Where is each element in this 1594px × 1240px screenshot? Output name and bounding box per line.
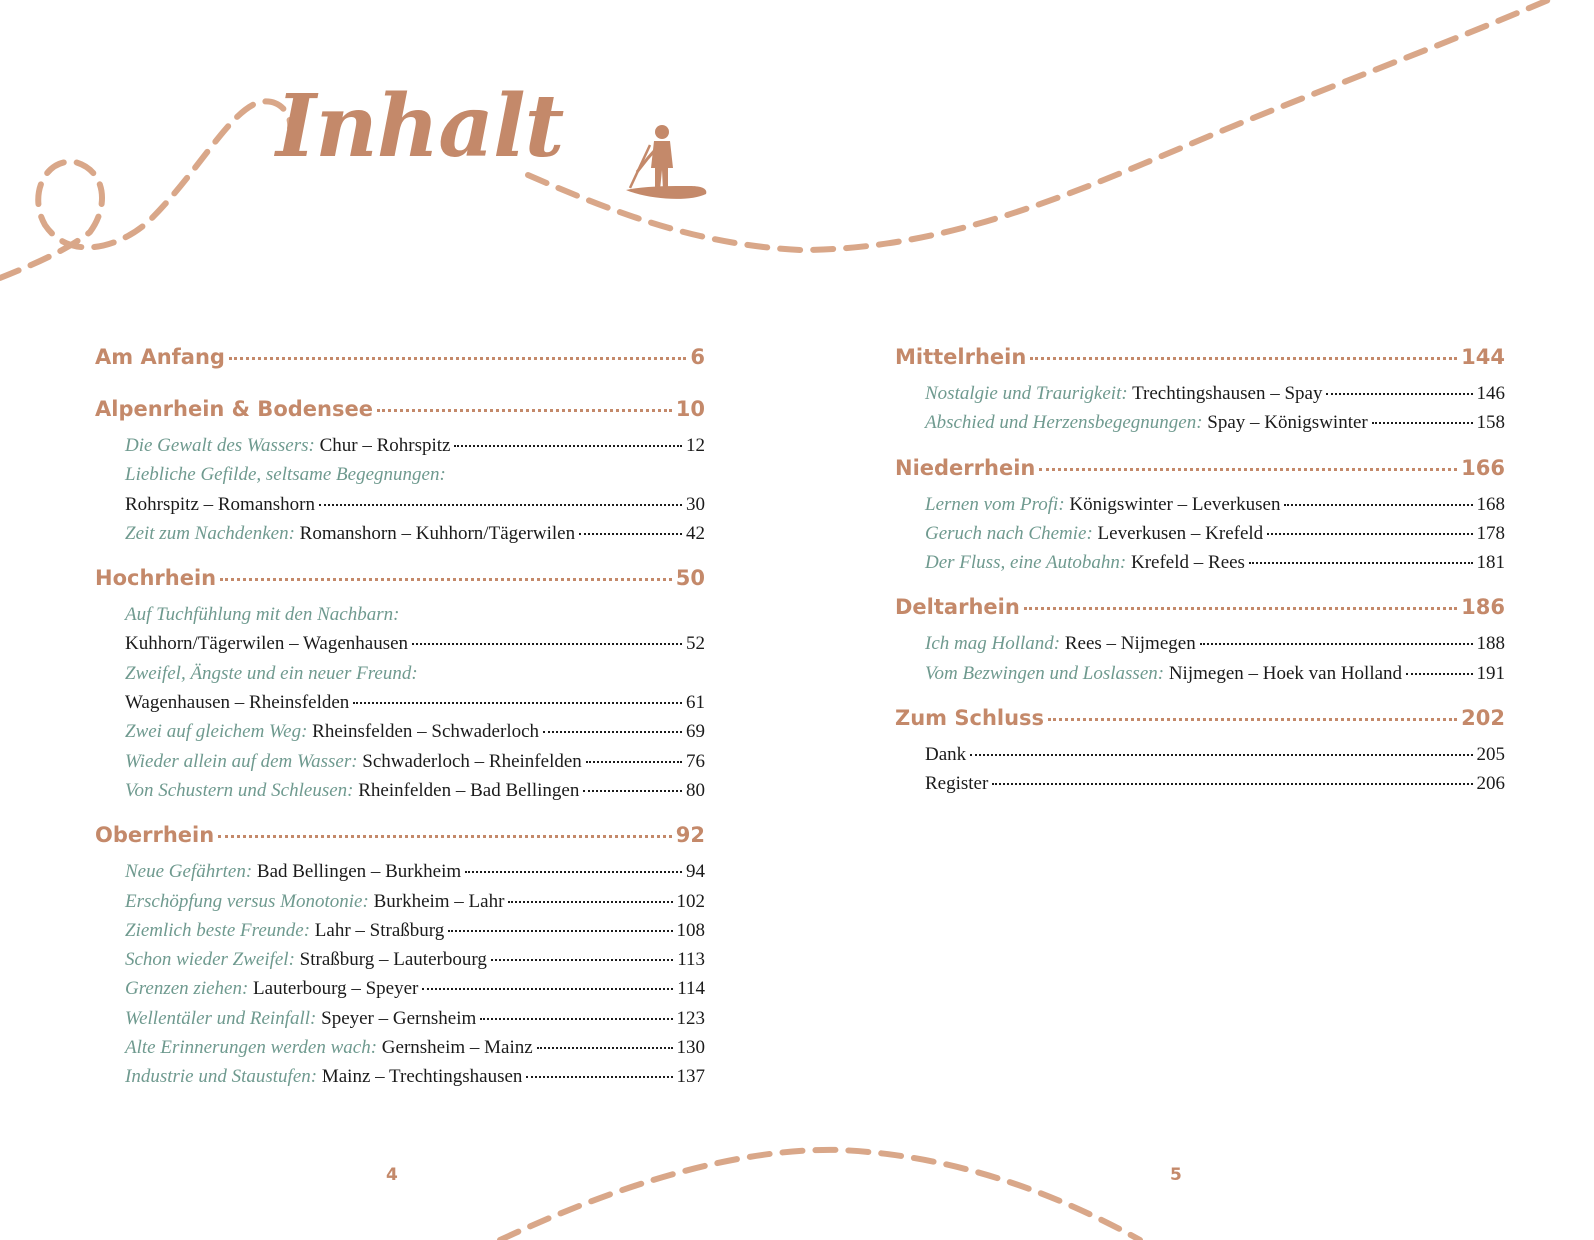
toc-entry	[95, 861, 705, 890]
dot-leader	[1200, 643, 1473, 645]
entry-chapter-title: Ich mag Holland:	[925, 633, 1061, 655]
entry-route: Rheinsfelden – Schwaderloch	[307, 721, 540, 743]
section-heading	[895, 456, 1505, 494]
entry-chapter-title: Wellentäler und Reinfall:	[125, 1007, 317, 1029]
entry-route: Burkheim – Lahr	[368, 890, 505, 912]
toc-entry	[95, 663, 705, 692]
dot-leader	[526, 1076, 672, 1078]
toc-entry	[895, 633, 1505, 662]
entry-page-number: 181	[1476, 552, 1505, 574]
toc-entry	[895, 744, 1505, 773]
entry-page-number: 130	[676, 1037, 705, 1059]
section-page-number: 144	[1461, 345, 1505, 369]
toc-entry	[95, 523, 705, 552]
toc-entry	[895, 412, 1505, 441]
entry-page-number: 158	[1476, 412, 1505, 434]
entry-page-number: 178	[1476, 522, 1505, 544]
dot-leader	[508, 901, 672, 903]
toc-right-column	[895, 345, 1505, 817]
dot-leader	[1039, 468, 1457, 471]
toc-entry	[895, 773, 1505, 802]
entry-route: Register	[925, 773, 989, 795]
entry-chapter-title: Liebliche Gefilde, seltsame Begegnungen:	[125, 464, 446, 486]
dot-leader	[586, 761, 682, 763]
toc-section	[95, 345, 705, 383]
toc-left-column	[95, 345, 705, 1110]
entry-page-number: 61	[686, 692, 705, 714]
entry-route: Spay – Königswinter	[1202, 412, 1368, 434]
entry-route: Rohrspitz – Romanshorn	[125, 493, 315, 515]
entry-page-number: 42	[686, 522, 705, 544]
entry-page-number: 137	[676, 1066, 705, 1088]
entry-route: Mainz – Trechtingshausen	[317, 1066, 523, 1088]
entry-route: Chur – Rohrspitz	[314, 435, 451, 456]
entry-chapter-title: Grenzen ziehen:	[125, 978, 249, 1000]
toc-entry	[95, 633, 705, 662]
toc-section	[895, 706, 1505, 803]
dot-leader	[1372, 422, 1473, 424]
dot-leader	[491, 959, 673, 961]
toc-entry	[95, 920, 705, 949]
section-page-number: 10	[675, 397, 705, 421]
dot-leader	[229, 357, 686, 360]
section-heading	[95, 823, 705, 861]
toc-entry	[95, 891, 705, 920]
entry-route: Nijmegen – Hoek van Holland	[1164, 662, 1403, 684]
dot-leader	[353, 702, 682, 704]
entry-chapter-title: Der Fluss, eine Autobahn:	[925, 552, 1127, 574]
entry-route: Lauterbourg – Speyer	[248, 978, 419, 1000]
entry-page-number: 114	[677, 978, 705, 1000]
dot-leader	[583, 790, 682, 792]
page-number-right: 5	[1170, 1165, 1182, 1185]
entry-page-number: 108	[676, 919, 705, 941]
page-number-left: 4	[386, 1165, 398, 1185]
entry-route: Königswinter – Leverkusen	[1064, 493, 1281, 515]
toc-entry	[95, 780, 705, 809]
entry-page-number: 123	[676, 1007, 705, 1029]
entry-route: Straßburg – Lauterbourg	[294, 949, 487, 971]
entry-page-number: 168	[1476, 493, 1505, 515]
dot-leader	[480, 1018, 672, 1020]
dot-leader	[1030, 357, 1457, 360]
section-title: Am Anfang	[95, 345, 225, 369]
dot-leader	[579, 533, 682, 535]
dot-leader	[319, 504, 682, 506]
toc-entry	[95, 692, 705, 721]
entry-chapter-title: Vom Bezwingen und Loslassen:	[925, 662, 1165, 684]
entry-page-number: 80	[686, 779, 705, 801]
entry-page-number: 94	[686, 861, 705, 883]
entry-page-number: 188	[1476, 633, 1505, 655]
toc-entry	[95, 435, 705, 464]
entry-route: Rees – Nijmegen	[1060, 633, 1196, 655]
entry-page-number: 205	[1476, 744, 1505, 766]
dot-leader	[220, 578, 672, 581]
section-title: Zum Schluss	[895, 706, 1045, 731]
entry-chapter-title: Ziemlich beste Freunde:	[125, 919, 311, 941]
section-page-number: 92	[675, 823, 705, 848]
dot-leader	[465, 871, 682, 873]
section-title: Alpenrhein & Bodensee	[95, 397, 373, 421]
entry-route: Trechtingshausen – Spay	[1127, 383, 1323, 404]
entry-route: Wagenhausen – Rheinsfelden	[125, 692, 350, 714]
entry-page-number: 113	[677, 949, 705, 971]
section-title: Hochrhein	[95, 566, 217, 591]
entry-chapter-title: Die Gewalt des Wassers:	[125, 435, 315, 456]
toc-entry	[895, 494, 1505, 523]
entry-page-number: 12	[686, 435, 705, 456]
dot-leader	[1267, 533, 1472, 535]
section-heading	[95, 345, 705, 383]
entry-chapter-title: Alte Erinnerungen werden wach:	[125, 1037, 378, 1059]
section-title: Mittelrhein	[895, 345, 1027, 369]
toc-section	[895, 456, 1505, 582]
section-heading	[895, 345, 1505, 383]
section-title: Deltarhein	[895, 595, 1020, 620]
dot-leader	[543, 731, 682, 733]
section-heading	[895, 706, 1505, 744]
entry-chapter-title: Zweifel, Ängste und ein neuer Freund:	[125, 662, 418, 684]
page-title: Inhalt	[276, 76, 564, 177]
dot-leader	[218, 835, 672, 838]
toc-entry	[895, 523, 1505, 552]
section-heading	[895, 595, 1505, 633]
toc-section	[95, 566, 705, 809]
entry-chapter-title: Von Schustern und Schleusen:	[125, 779, 354, 801]
entry-route: Leverkusen – Krefeld	[1092, 522, 1264, 544]
dot-leader	[454, 445, 682, 447]
entry-page-number: 206	[1476, 773, 1505, 795]
toc-entry	[95, 1066, 705, 1095]
dot-leader	[422, 988, 673, 990]
dot-leader	[377, 409, 672, 412]
toc-entry	[95, 494, 705, 523]
section-page-number: 166	[1461, 455, 1505, 480]
entry-chapter-title: Auf Tuchfühlung mit den Nachbarn:	[125, 604, 400, 626]
dot-leader	[970, 754, 1472, 756]
entry-page-number: 69	[686, 721, 705, 743]
entry-route: Speyer – Gernsheim	[316, 1007, 477, 1029]
entry-chapter-title: Wieder allein auf dem Wasser:	[125, 750, 358, 772]
toc-entry	[95, 604, 705, 633]
entry-chapter-title: Zwei auf gleichem Weg:	[125, 721, 308, 743]
entry-route: Rheinfelden – Bad Bellingen	[353, 779, 580, 801]
entry-chapter-title: Abschied und Herzensbegegnungen:	[925, 412, 1203, 434]
toc-entry	[95, 751, 705, 780]
section-page-number: 50	[675, 566, 705, 591]
toc-section	[95, 823, 705, 1095]
toc-section	[895, 595, 1505, 692]
entry-chapter-title: Schon wieder Zweifel:	[125, 949, 295, 971]
toc-entry	[95, 978, 705, 1007]
entry-page-number: 76	[686, 750, 705, 772]
entry-route: Krefeld – Rees	[1126, 552, 1245, 574]
toc-entry	[95, 721, 705, 750]
entry-route: Bad Bellingen – Burkheim	[252, 861, 462, 883]
entry-chapter-title: Erschöpfung versus Monotonie:	[125, 890, 369, 912]
toc-entry	[895, 383, 1505, 412]
toc-section	[95, 397, 705, 552]
toc-entry	[895, 552, 1505, 581]
entry-page-number: 146	[1476, 383, 1505, 404]
entry-page-number: 102	[676, 890, 705, 912]
entry-route: Schwaderloch – Rheinfelden	[357, 750, 582, 772]
entry-page-number: 52	[686, 633, 705, 655]
dot-leader	[1249, 562, 1473, 564]
entry-route: Lahr – Straßburg	[310, 919, 445, 941]
dot-leader	[448, 930, 672, 932]
dot-leader	[1326, 393, 1472, 395]
dot-leader	[1406, 673, 1472, 675]
section-title: Niederrhein	[895, 455, 1036, 480]
entry-page-number: 191	[1476, 662, 1505, 684]
entry-chapter-title: Zeit zum Nachdenken:	[125, 522, 295, 544]
entry-route: Kuhhorn/Tägerwilen – Wagenhausen	[125, 633, 409, 655]
toc-entry	[895, 663, 1505, 692]
dot-leader	[992, 783, 1472, 785]
section-title: Oberrhein	[95, 823, 215, 848]
entry-page-number: 30	[686, 493, 705, 515]
entry-route: Gernsheim – Mainz	[377, 1037, 533, 1059]
dot-leader	[412, 643, 682, 645]
section-page-number: 186	[1461, 595, 1505, 620]
stand-up-paddler-icon	[626, 125, 706, 199]
section-heading	[95, 397, 705, 435]
entry-chapter-title: Lernen vom Profi:	[925, 493, 1065, 515]
entry-chapter-title: Neue Gefährten:	[125, 861, 253, 883]
entry-chapter-title: Nostalgie und Traurigkeit:	[925, 383, 1128, 404]
entry-route: Romanshorn – Kuhhorn/Tägerwilen	[294, 522, 576, 544]
section-page-number: 202	[1461, 706, 1505, 731]
dot-leader	[1048, 718, 1457, 721]
section-page-number: 6	[690, 345, 705, 369]
toc-entry	[95, 949, 705, 978]
toc-entry	[95, 1008, 705, 1037]
entry-chapter-title: Geruch nach Chemie:	[925, 522, 1093, 544]
toc-entry	[95, 1037, 705, 1066]
dot-leader	[1284, 504, 1472, 506]
toc-section	[895, 345, 1505, 442]
entry-route: Dank	[925, 744, 967, 766]
entry-chapter-title: Industrie und Staustufen:	[125, 1066, 318, 1088]
dot-leader	[1024, 607, 1457, 610]
dot-leader	[537, 1047, 673, 1049]
toc-entry	[95, 464, 705, 493]
section-heading	[95, 566, 705, 604]
